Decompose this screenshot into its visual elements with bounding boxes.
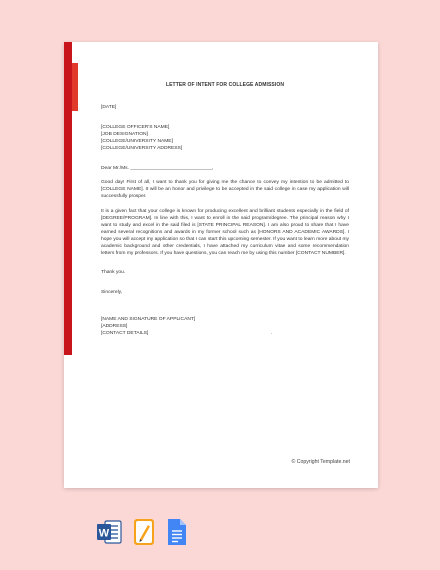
recipient-line: [JOB DESIGNATION] [101,132,148,137]
word-letter: W [98,527,110,540]
recipient-line: [COLLEGE/UNIVERSITY NAME] [101,139,173,144]
recipient-block [101,124,349,152]
signature-line: [CONTACT DETAILS] [101,331,149,336]
google-docs-icon[interactable] [167,518,187,546]
paragraph-1: Good day! First of all, I want to thank you for giving me the chance to convey my intention to be admitted to [COLLEGE NAME]. It will be an honor and privilege to be accepted in the said college in case my application will successfully prosper. [101,180,349,199]
paragraph-2: It is a given fact that your college is known for producing excellent and brilliant students especially in the field of [DEGREE/PROGRAM]. In line with this, I want to enroll in the said program/degree. The principal reason why I want to study and excel in the said filed is [STATE PRINCIPAL REASON]. I am also proud to share that I have earned several recognitions and awards in my former school such as [HONORS AND ACADEMIC AWARDS]. I hope you will accept my application so that I can start this upcoming semester. If you want to learn more about my academic background and other credentials, I have attached my curriculum vitae and some recommendation letters from my professors. If you have questions, you can reach me by using this number [CONTACT NUMBER]. [101,209,349,256]
thanks-line: Thank you. [101,270,126,275]
copyright-text: © Copyright Template.net [291,459,350,465]
red-side-bar [64,42,72,355]
salutation: Dear Mr./Ms. ______________________________, [101,166,214,171]
recipient-line: [COLLEGE/UNIVERSITY ADDRESS] [101,146,183,151]
closing-line: Sincerely, [101,290,123,295]
signature-dot: . [271,331,273,336]
signature-line: [NAME AND SIGNATURE OF APPLICANT] [101,317,196,322]
letter-date: [DATE] [101,105,117,110]
signature-block [101,316,349,337]
word-icon[interactable] [96,518,122,546]
signature-line: [ADDRESS] [101,324,128,329]
recipient-line: [COLLEGE OFFICER'S NAME] [101,125,170,130]
pages-icon[interactable] [133,518,155,546]
letter-body [101,82,349,337]
red-accent-bar [72,63,78,111]
letter-title: LETTER OF INTENT FOR COLLEGE ADMISSION [165,82,285,88]
